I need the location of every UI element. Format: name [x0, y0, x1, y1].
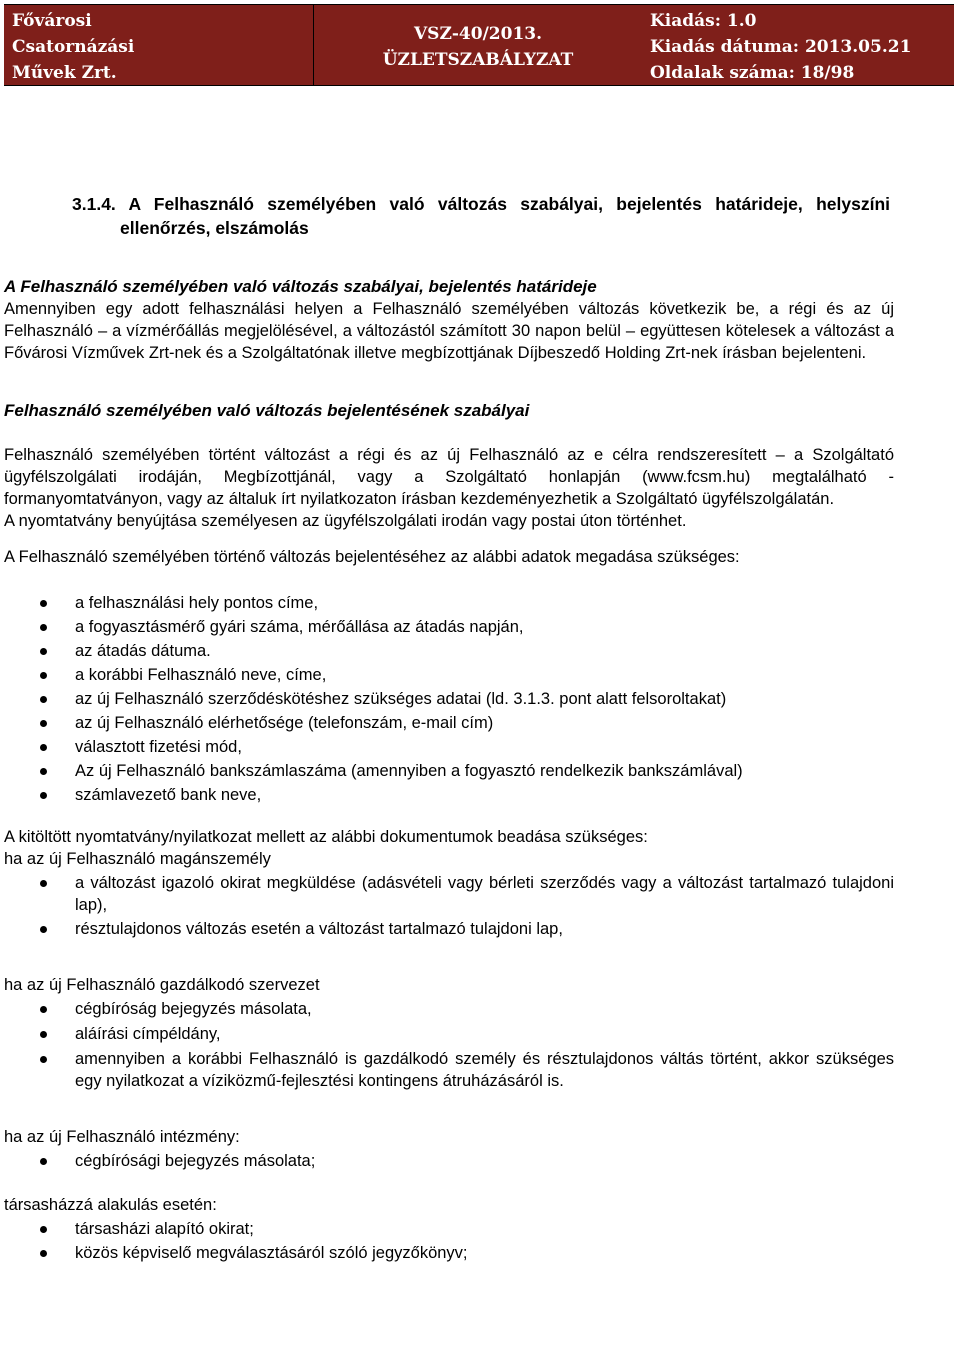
business-entity-list	[4, 998, 894, 1092]
label-condominium: társasházzá alakulás esetén:	[4, 1196, 217, 1214]
label-institution: ha az új Felhasználó intézmény:	[4, 1128, 240, 1146]
list-item: az átadás dátuma.	[4, 640, 894, 662]
list-item: cégbírósági bejegyzés másolata;	[4, 1150, 894, 1172]
header-edition-cell	[642, 5, 954, 85]
document-header	[4, 4, 954, 86]
header-company-cell	[4, 5, 313, 85]
list-item: társasházi alapító okirat;	[4, 1218, 894, 1240]
document-name: ÜZLETSZABÁLYZAT	[382, 50, 574, 70]
edition-number: Kiadás: 1.0	[650, 11, 757, 31]
label-business-entity: ha az új Felhasználó gazdálkodó szervezet	[4, 976, 320, 994]
list-item: a korábbi Felhasználó neve, címe,	[4, 664, 894, 686]
paragraph-submission: A nyomtatvány benyújtása személyesen az ügyfélszolgálati irodán vagy postai úton történhet.	[4, 512, 687, 530]
list-item: számlavezető bank neve,	[4, 784, 894, 806]
required-data-list	[4, 592, 894, 806]
list-item: az új Felhasználó szerződéskötéshez szükséges adatai (ld. 3.1.3. pont alatt felsoroltakat)	[4, 688, 894, 710]
company-name-line2: Csatornázási	[12, 37, 135, 57]
paragraph-change-rules: Amennyiben egy adott felhasználási helyen a Felhasználó személyében változás következik be, a régi és az új Felhasználó – a vízmérőállás megjelölésével, a változástól számított 30 napon belül – együttesen kötelesek a változást a Fővárosi Vízművek Zrt-nek és a Szolgáltatónak illetve megbízottjának Díjbeszedő Holding Zrt-nek írásban bejelenteni.	[4, 300, 894, 362]
label-private-person: ha az új Felhasználó magánszemély	[4, 850, 271, 868]
edition-date: Kiadás dátuma: 2013.05.21	[650, 37, 912, 57]
list-item: cégbíróság bejegyzés másolata,	[4, 998, 894, 1020]
list-item: a felhasználási hely pontos címe,	[4, 592, 894, 614]
list-item: amennyiben a korábbi Felhasználó is gazdálkodó személy és résztulajdonos váltás történt, akkor szükséges egy nyilatkozat a víziközmű-fejlesztési kontingens átruházásáról is.	[4, 1048, 894, 1092]
list-item: az új Felhasználó elérhetősége (telefonszám, e-mail cím)	[4, 712, 894, 734]
list-item: a fogyasztásmérő gyári száma, mérőállása az átadás napján,	[4, 616, 894, 638]
list-item: választott fizetési mód,	[4, 736, 894, 758]
subsection-heading-rules: A Felhasználó személyében való változás szabályai, bejelentés határideje	[4, 277, 597, 296]
paragraph-documents-intro: A kitöltött nyomtatvány/nyilatkozat mellett az alábbi dokumentumok beadása szükséges:	[4, 828, 648, 846]
subsection-heading-reporting: Felhasználó személyében való változás bejelentésének szabályai	[4, 401, 530, 420]
section-heading	[4, 192, 890, 240]
document-code: VSZ-40/2013.	[413, 24, 543, 44]
section-number: 3.1.4.	[72, 194, 116, 214]
list-item: aláírási címpéldány,	[4, 1023, 894, 1045]
private-person-list	[4, 872, 894, 940]
page-count: Oldalak száma: 18/98	[650, 63, 855, 83]
company-name-line1: Fővárosi	[12, 11, 92, 31]
list-item: résztulajdonos változás esetén a változást tartalmazó tulajdoni lap,	[4, 918, 894, 940]
institution-list	[4, 1150, 894, 1172]
paragraph-required-data: A Felhasználó személyében történő változás bejelentéséhez az alábbi adatok megadása szükséges:	[4, 548, 740, 566]
list-item: közös képviselő megválasztásáról szóló jegyzőkönyv;	[4, 1242, 894, 1264]
list-item: Az új Felhasználó bankszámlaszáma (amennyiben a fogyasztó rendelkezik bankszámlával)	[4, 760, 894, 782]
list-item: a változást igazoló okirat megküldése (adásvételi vagy bérleti szerződés vagy a változást tartalmazó tulajdoni lap),	[4, 872, 894, 916]
paragraph-reporting-method: Felhasználó személyében történt változást a régi és az új Felhasználó az e célra rendszeresített – a Szolgáltató ügyfélszolgálati irodáján, Megbízottjánál, vagy a Szolgáltató honlapján (www.fcsm.hu) megtalálható - formanyomtatványon, vagy az általuk írt nyilatkozaton írásban kezdeményezhetik a Szolgáltató ügyfélszolgálatán.	[4, 446, 894, 508]
condominium-list	[4, 1218, 894, 1264]
document-body	[4, 192, 894, 1264]
header-document-cell	[313, 5, 643, 85]
section-title: A Felhasználó személyében való változás szabályai, bejelentés határideje, helyszíni ellenőrzés, elszámolás	[120, 194, 890, 238]
company-name-line3: Művek Zrt.	[12, 63, 117, 83]
